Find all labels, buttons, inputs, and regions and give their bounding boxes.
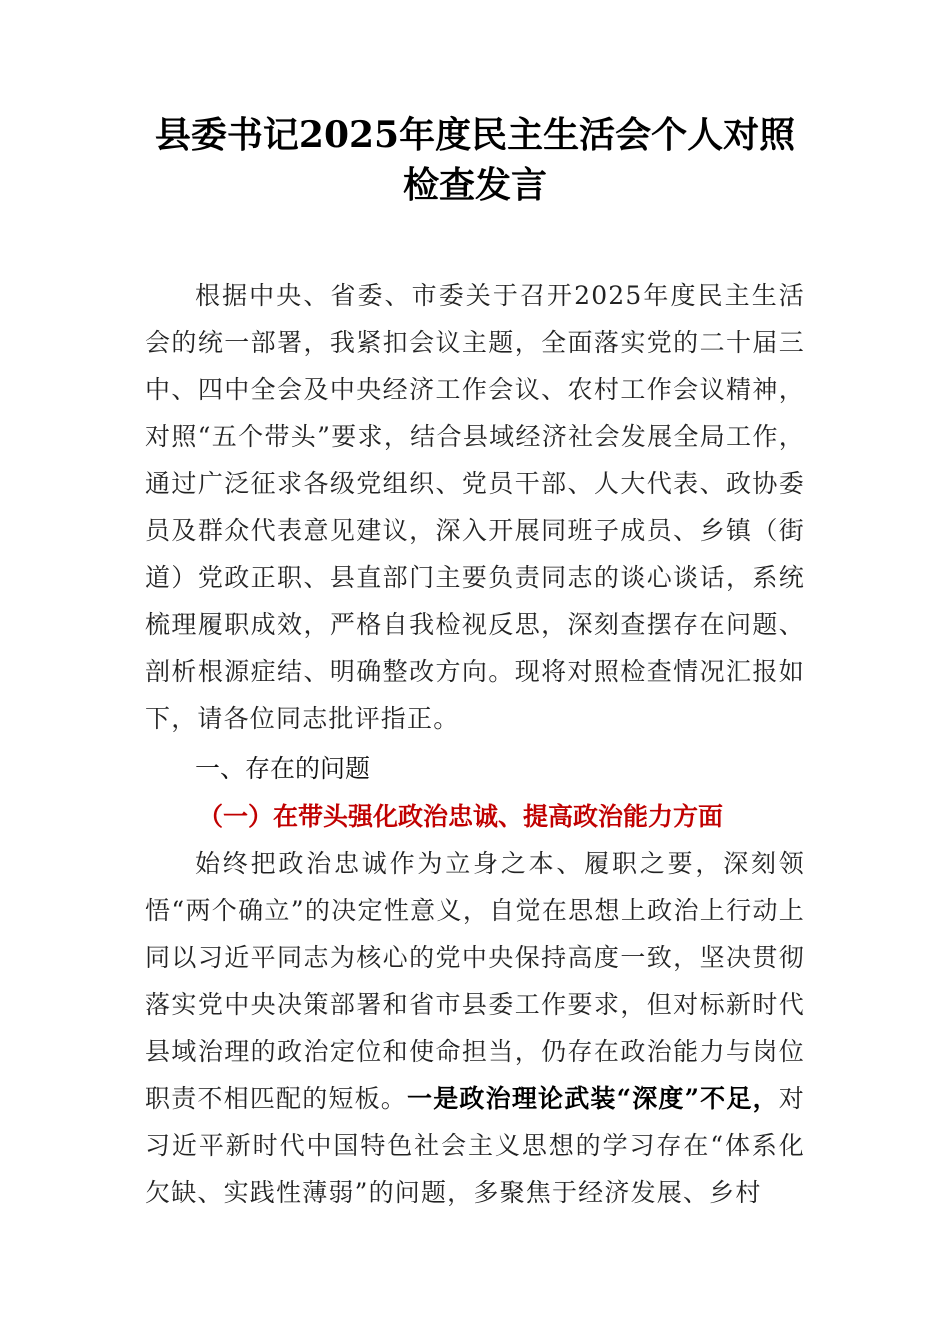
section-heading-problems: 一、存在的问题 xyxy=(195,754,371,783)
paragraph-text-part-2: 对习近平新时代中国特色社会主义思想的学习存在“体系化欠缺、实践性薄弱”的问题，多聚焦于经济发展、乡村 xyxy=(145,1084,805,1207)
document-title: 县委书记2025年度民主生活会个人对照检查发言 xyxy=(154,114,796,206)
subsection-paragraph xyxy=(145,840,805,1216)
paragraph-bold-point: 一是政治理论武装“深度”不足， xyxy=(407,1084,779,1113)
paragraph-text-part-1: 始终把政治忠诚作为立身之本、履职之要，深刻领悟“两个确立”的决定性意义，自觉在思想上政治上行动上同以习近平同志为核心的党中央保持高度一致，坚决贯彻落实党中央决策部署和省市县委工作要求，但对标新时代县域治理的政治定位和使命担当，仍存在政治能力与岗位职责不相匹配的短板。 xyxy=(145,849,805,1113)
intro-paragraph: 根据中央、省委、市委关于召开2025年度民主生活会的统一部署，我紧扣会议主题，全面落实党的二十届三中、四中全会及中央经济工作会议、农村工作会议精神，对照“五个带头”要求，结合县域经济社会发展全局工作，通过广泛征求各级党组织、党员干部、人大代表、政协委员及群众代表意见建议，深入开展同班子成员、乡镇（街道）党政正职、县直部门主要负责同志的谈心谈话，系统梳理履职成效，严格自我检视反思，深刻查摆存在问题、剖析根源症结、明确整改方向。现将对照检查情况汇报如下，请各位同志批评指正。 xyxy=(145,281,805,733)
subsection-heading-political-loyalty: （一）在带头强化政治忠诚、提高政治能力方面 xyxy=(198,802,724,831)
